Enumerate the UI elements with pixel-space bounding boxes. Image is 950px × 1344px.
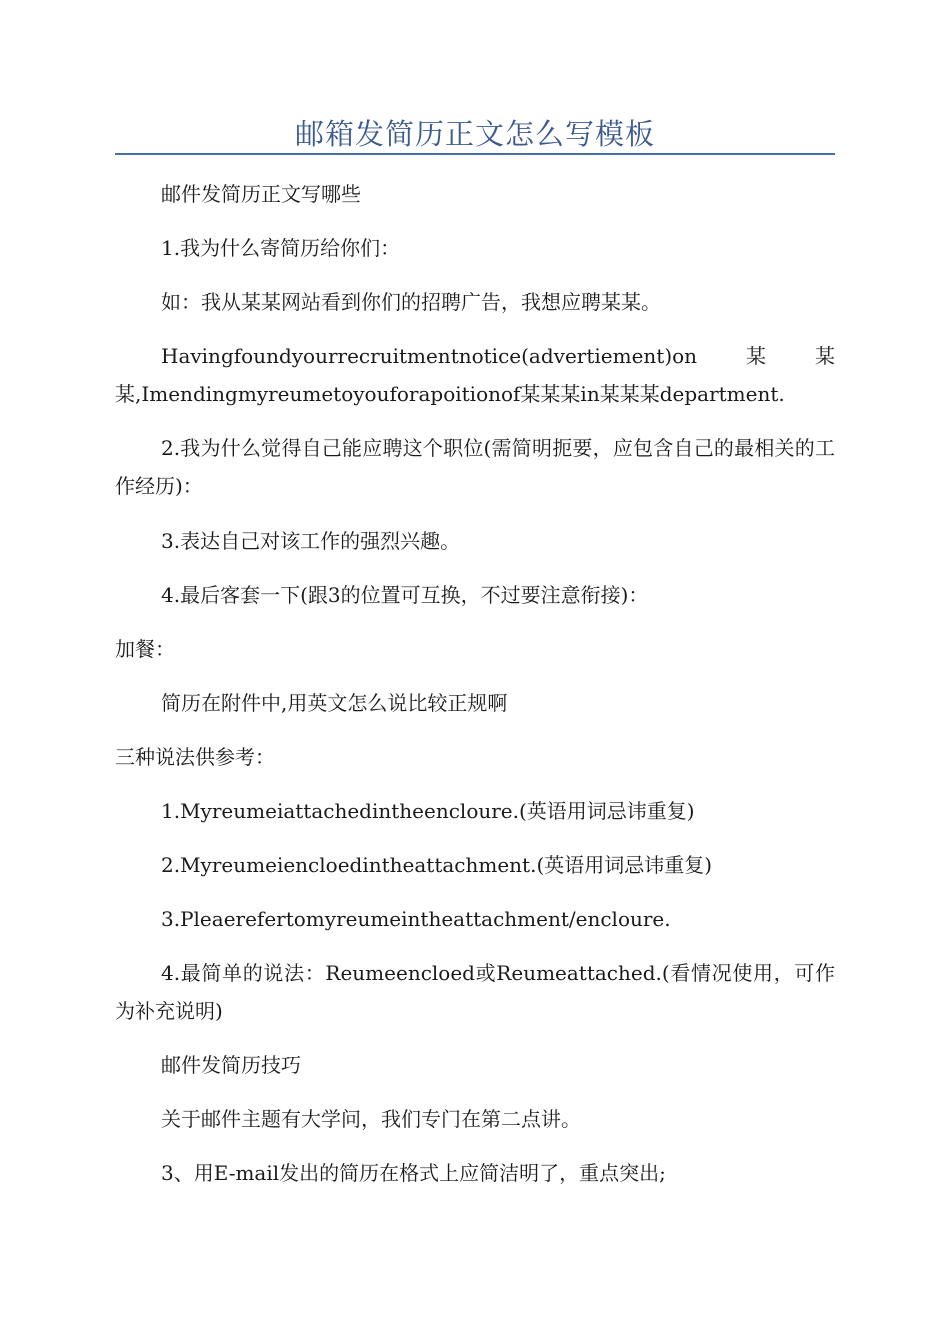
paragraph-example: 如：我从某某网站看到你们的招聘广告，我想应聘某某。 (161, 290, 661, 314)
paragraph-option-2: 2.Myreumeiencloedintheattachment.(英语用词忌讳重复) (161, 853, 713, 877)
paragraph-option-1: 1.Myreumeiattachedintheencloure.(英语用词忌讳重复) (161, 799, 695, 823)
paragraph-point-2: 2.我为什么觉得自己能应聘这个职位(需简明扼要，应包含自己的最相关的工作经历)： (115, 436, 835, 498)
paragraph-subject-note: 关于邮件主题有大学问，我们专门在第二点讲。 (161, 1107, 581, 1131)
paragraph-attachment-question: 简历在附件中,用英文怎么说比较正规啊 (161, 691, 508, 715)
paragraph-option-4: 4.最简单的说法：Reumeencloed或Reumeattached.(看情况使用，可作为补充说明) (115, 961, 835, 1023)
title-underline (115, 153, 835, 155)
paragraph-three-ways: 三种说法供参考： (115, 745, 275, 769)
paragraph-format-tip: 3、用E-mail发出的简历在格式上应简洁明了，重点突出; (161, 1161, 666, 1185)
paragraph-tips-heading: 邮件发简历技巧 (161, 1053, 301, 1077)
paragraph-email-body-contents: 邮件发简历正文写哪些 (161, 182, 361, 206)
paragraph-point-1: 1.我为什么寄简历给你们： (161, 236, 401, 260)
paragraph-option-3: 3.Pleaerefertomyreumeintheattachment/encloure. (161, 907, 671, 931)
paragraph-point-3: 3.表达自己对该工作的强烈兴趣。 (161, 529, 461, 553)
document-title: 邮箱发简历正文怎么写模板 (294, 117, 655, 151)
paragraph-extra: 加餐： (115, 637, 175, 661)
paragraph-english-example: Havingfoundyourrecruitmentnotice(advertiement)on某某某,Imendingmyreumetoyouforapoitionof某某某in某某某department. (115, 344, 835, 406)
paragraph-point-4: 4.最后客套一下(跟3的位置可互换，不过要注意衔接)： (161, 583, 649, 607)
